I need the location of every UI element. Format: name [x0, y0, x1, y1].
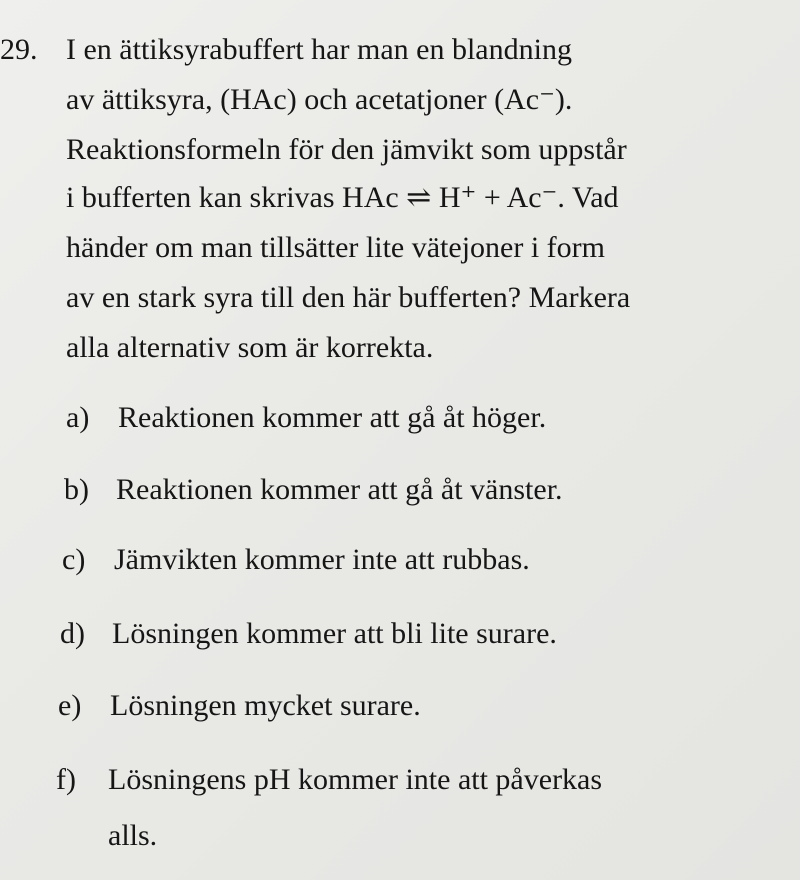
option-letter: e): [58, 689, 82, 722]
option-c: [62, 540, 530, 580]
option-letter: b): [64, 473, 89, 506]
option-e: [58, 686, 421, 726]
option-text: Lösningen kommer att bli lite surare.: [112, 617, 557, 650]
question-line-2: av ättiksyra, (HAc) och acetatjoner (Ac⁻).: [66, 83, 573, 116]
question-line-4: i bufferten kan skrivas HAc ⇌ H⁺ + Ac⁻. Vad: [66, 181, 619, 214]
option-letter: c): [62, 543, 86, 576]
question-line-1: I en ättiksyrabuffert har man en blandning: [66, 33, 572, 66]
question-line-5: händer om man tillsätter lite vätejoner i form: [66, 231, 605, 264]
option-b: [64, 470, 563, 510]
option-letter: f): [56, 763, 76, 796]
option-text: Jämvikten kommer inte att rubbas.: [114, 543, 530, 576]
option-text: Reaktionen kommer att gå åt höger.: [118, 401, 547, 434]
option-a: [66, 398, 546, 438]
question-line-3: Reaktionsformeln för den jämvikt som uppstår: [66, 133, 627, 166]
question-number: 29.: [0, 33, 38, 66]
option-text: alls.: [108, 819, 158, 852]
option-f-continued: [108, 816, 157, 856]
option-text: Lösningen mycket surare.: [110, 689, 421, 722]
question-line-7: alla alternativ som är korrekta.: [66, 331, 434, 364]
option-text: Reaktionen kommer att gå åt vänster.: [116, 473, 563, 506]
option-letter: d): [60, 617, 85, 650]
question-line-6: av en stark syra till den här bufferten? Markera: [66, 281, 631, 314]
option-d: [60, 614, 557, 654]
option-f: [56, 760, 602, 800]
option-text: Lösningens pH kommer inte att påverkas: [108, 763, 603, 796]
option-letter: a): [66, 401, 90, 434]
